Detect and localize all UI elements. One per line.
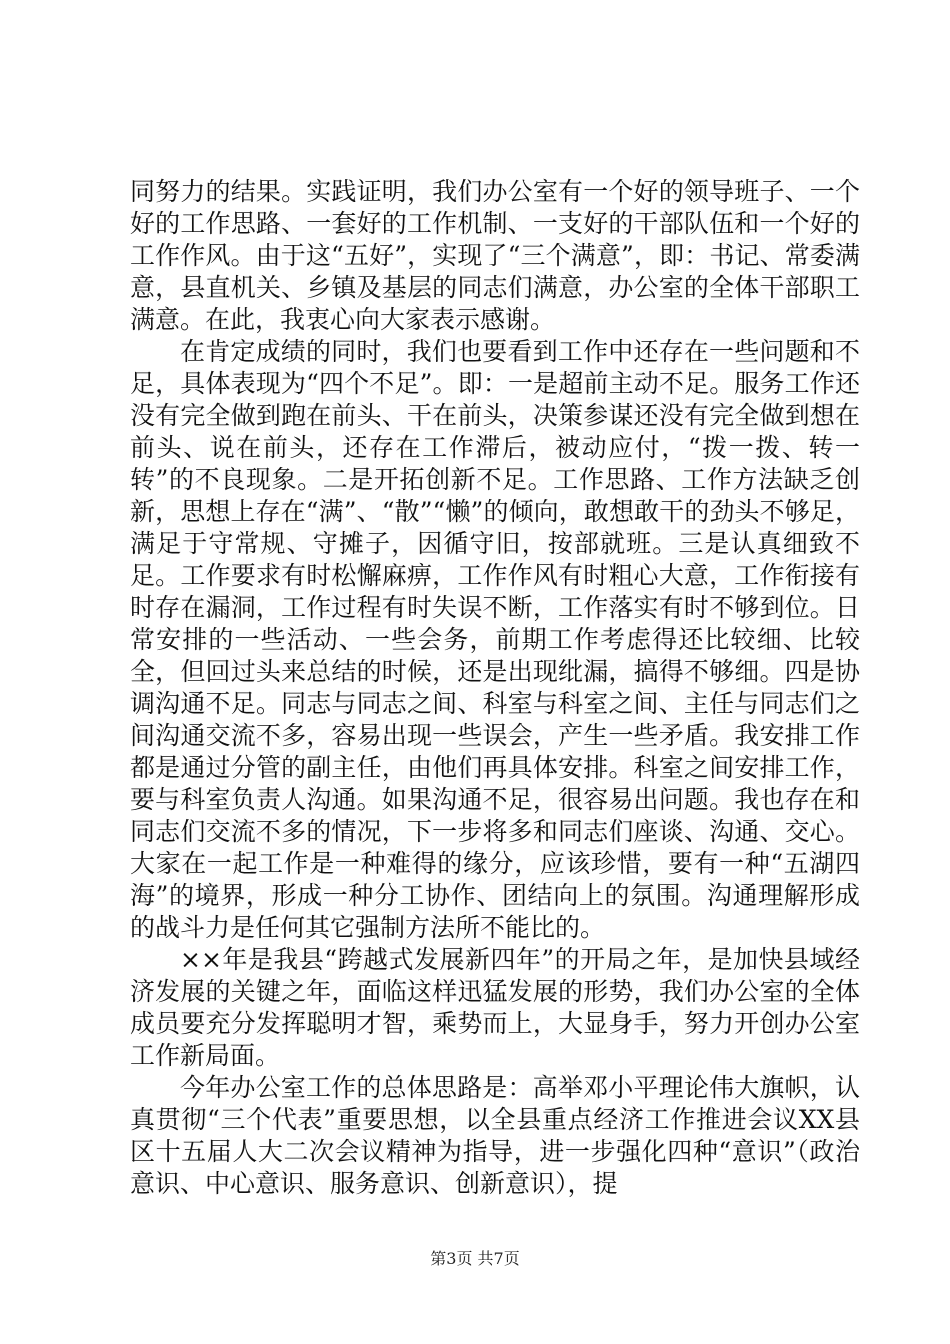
paragraph-3: ××年是我县“跨越式发展新四年”的开局之年，是加快县域经济发展的关键之年，面临这样迅猛发展的形势，我们办公室的全体成员要充分发挥聪明才智，乘势而上，大显身手，努力开创办公室工作新局面。: [130, 945, 860, 1070]
paragraph-1: 同努力的结果。实践证明，我们办公室有一个好的领导班子、一个好的工作思路、一套好的工作机制、一支好的干部队伍和一个好的工作作风。由于这“五好”，实现了“三个满意”，即：书记、常委满意，县直机关、乡镇及基层的同志们满意，办公室的全体干部职工满意。在此，我衷心向大家表示感谢。: [130, 177, 860, 334]
paragraph-2: 在肯定成绩的同时，我们也要看到工作中还存在一些问题和不足，具体表现为“四个不足”。即：一是超前主动不足。服务工作还没有完全做到跑在前头、干在前头，决策参谋还没有完全做到想在前头、说在前头，还存在工作滞后，被动应付，“拨一拨、转一转”的不良现象。二是开拓创新不足。工作思路、工作方法缺乏创新，思想上存在“满”、“散”“懒”的倾向，敢想敢干的劲头不够足，满足于守常规、守摊子，因循守旧，按部就班。三是认真细致不足。工作要求有时松懈麻痹，工作作风有时粗心大意，工作衔接有时存在漏洞，工作过程有时失误不断，工作落实有时不够到位。日常安排的一些活动、一些会务，前期工作考虑得还比较细、比较全，但回过头来总结的时候，还是出现纰漏，搞得不够细。四是协调沟通不足。同志与同志之间、科室与科室之间、主任与同志们之间沟通交流不多，容易出现一些误会，产生一些矛盾。我安排工作都是通过分管的副主任，由他们再具体安排。科室之间安排工作，要与科室负责人沟通。如果沟通不足，很容易出问题。我也存在和同志们交流不多的情况，下一步将多和同志们座谈、沟通、交心。大家在一起工作是一种难得的缘分，应该珍惜，要有一种“五湖四海”的境界，形成一种分工协作、团结向上的氛围。沟通理解形成的战斗力是任何其它强制方法所不能比的。: [130, 337, 860, 942]
document-body: [130, 176, 860, 1200]
page-number-label: 第3页 共7页: [430, 1249, 520, 1268]
page-footer: [0, 1246, 950, 1269]
paragraph-4: 今年办公室工作的总体思路是：高举邓小平理论伟大旗帜，认真贯彻“三个代表”重要思想，以全县重点经济工作推进会议XX县区十五届人大二次会议精神为指导，进一步强化四种“意识”（政治意识、中心意识、服务意识、创新意识），提: [130, 1073, 860, 1198]
